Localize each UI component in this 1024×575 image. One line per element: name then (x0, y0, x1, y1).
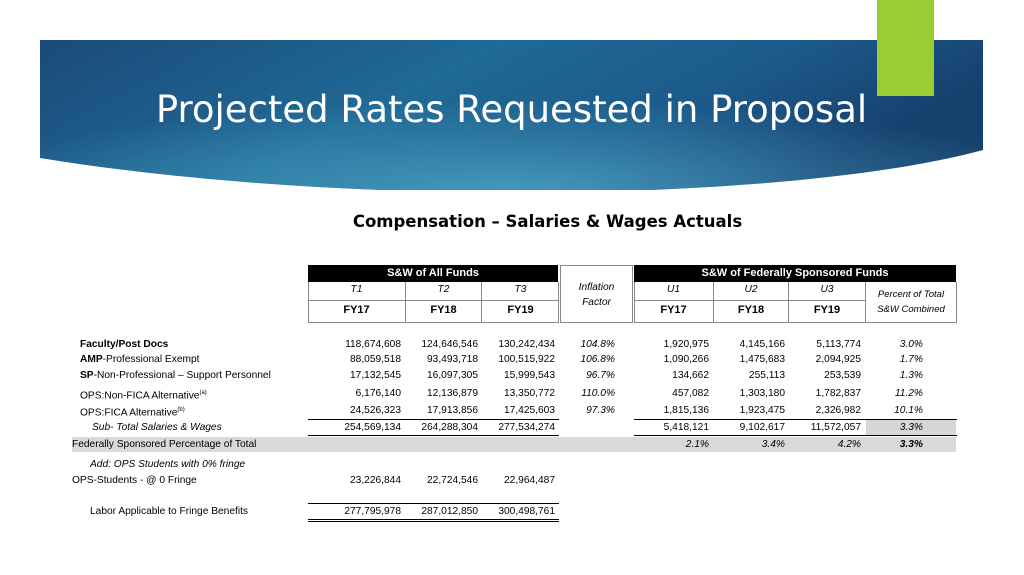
code-u2: U2 (744, 284, 758, 295)
cell-fed-fy17: 5,418,121 (663, 422, 709, 433)
cell-fed-fy18: 1,923,475 (739, 405, 785, 416)
fy-t2: FY18 (430, 304, 457, 316)
table-row (72, 386, 956, 401)
cell-fy18: 22,724,546 (427, 475, 478, 486)
federal-funds-header: S&W of Federally Sponsored Funds (634, 265, 956, 282)
labor-fringe-row (72, 504, 956, 519)
cell-fy19: 22,964,487 (504, 475, 555, 486)
cell-fed-fy18: 1,303,180 (739, 388, 785, 399)
cell-fed-fy17: 1,815,136 (663, 405, 709, 416)
cell-fy18: 12,136,879 (427, 388, 478, 399)
cell-fy17: 6,176,140 (355, 388, 401, 399)
percent-total-header-line1: Percent of Total (877, 289, 945, 300)
cell-inflation: 96.7% (586, 370, 615, 381)
cell-fed-fy19: 4.2% (837, 439, 861, 450)
cell-fed-fy18: 1,475,683 (739, 354, 785, 365)
ops-students-row (72, 473, 956, 488)
cell-fy17: 24,526,323 (350, 405, 401, 416)
fed-percentage-row (72, 437, 956, 452)
cell-fy19: 277,534,274 (498, 422, 555, 433)
cell-fy17: 118,674,608 (345, 339, 401, 350)
ops-students-label: OPS-Students - @ 0 Fringe (72, 475, 197, 486)
cell-fy18: 264,288,304 (421, 422, 478, 433)
cell-inflation: 106.8% (580, 354, 615, 365)
cell-fy19: 100,515,922 (498, 354, 555, 365)
code-t1: T1 (350, 284, 363, 295)
cell-fed-fy18: 255,113 (748, 370, 785, 381)
cell-fy17: 17,132,545 (350, 370, 401, 381)
cell-fed-fy17: 1,920,975 (663, 339, 709, 350)
cell-fed-fy18: 3.4% (761, 439, 785, 450)
cell-fed-fy18: 4,145,166 (739, 339, 785, 350)
code-t3: T3 (514, 284, 527, 295)
cell-fy18: 124,646,546 (421, 339, 478, 350)
row-label: Faculty/Post Docs (80, 339, 169, 350)
cell-fed-fy19: 253,539 (824, 370, 861, 381)
cell-fed-fy19: 2,326,982 (815, 405, 861, 416)
cell-fed-fy17: 134,662 (672, 370, 709, 381)
code-u3: U3 (820, 284, 834, 295)
fy-u1: FY17 (660, 304, 687, 316)
cell-fy19: 17,425,603 (504, 405, 555, 416)
cell-percent: 3.3% (899, 422, 923, 433)
cell-fy19: 130,242,434 (498, 339, 555, 350)
cell-inflation: 110.0% (581, 388, 615, 399)
fed-percentage-label: Federally Sponsored Percentage of Total (72, 439, 257, 450)
inflation-header-line1: Inflation (578, 282, 615, 293)
cell-percent: 10.1% (894, 405, 923, 416)
cell-percent: 1.7% (899, 354, 923, 365)
cell-fed-fy19: 1,782,837 (815, 388, 861, 399)
inflation-header-line2: Factor (582, 297, 611, 308)
slide-title: Projected Rates Requested in Proposal (155, 88, 868, 131)
cell-percent: 1.3% (899, 370, 923, 381)
cell-fy18: 16,097,305 (427, 370, 478, 381)
code-u1: U1 (666, 284, 681, 295)
cell-fy19: 15,999,543 (504, 370, 555, 381)
inflation-header-box (560, 265, 633, 323)
cell-percent: 3.3% (899, 439, 923, 450)
row-label: OPS:Non-FICA Alternative$^{(a)}$ (80, 390, 207, 402)
cell-fy17: 88,059,518 (350, 354, 401, 365)
table-row (72, 352, 956, 367)
cell-fy17: 254,569,134 (344, 422, 401, 433)
cell-fy19: 13,350,772 (504, 388, 555, 399)
subtotal-row (72, 420, 956, 435)
cell-fed-fy18: 9,102,617 (739, 422, 785, 433)
code-t2: T2 (437, 284, 450, 295)
cell-fed-fy17: 2.1% (685, 439, 709, 450)
labor-fringe-label: Labor Applicable to Fringe Benefits (90, 506, 249, 517)
fy-u2: FY18 (737, 304, 765, 316)
fy-t3: FY19 (507, 304, 534, 316)
row-label: OPS:FICA Alternative$^{(b)}$ (80, 407, 185, 419)
percent-total-header-line2: S&W Combined (877, 304, 945, 315)
cell-percent: 11.2% (894, 388, 923, 399)
subtotal-label: Sub- Total Salaries & Wages (92, 422, 222, 433)
add-ops-students-row (72, 457, 472, 472)
cell-fed-fy19: 11,572,057 (810, 422, 861, 433)
slide-subtitle: Compensation – Salaries & Wages Actuals (352, 212, 743, 231)
cell-fy19: 300,498,761 (498, 506, 555, 517)
row-label: SP-Non-Professional – Support Personnel (80, 370, 271, 381)
table-row (72, 403, 956, 418)
cell-inflation: 104.8% (580, 339, 615, 350)
cell-fy17: 23,226,844 (350, 475, 401, 486)
cell-fed-fy19: 2,094,925 (815, 354, 861, 365)
row-label: AMP-Professional Exempt (80, 354, 200, 365)
cell-fy18: 17,913,856 (427, 405, 478, 416)
cell-fy18: 287,012,850 (421, 506, 478, 517)
cell-fy17: 277,795,978 (344, 506, 401, 517)
cell-fed-fy19: 5,113,774 (816, 339, 861, 350)
table-row (72, 368, 956, 383)
fy-u3: FY19 (813, 304, 841, 316)
fy-t1: FY17 (343, 304, 370, 316)
cell-fed-fy17: 457,082 (672, 388, 709, 399)
cell-fed-fy17: 1,090,266 (663, 354, 709, 365)
add-ops-students-label: Add: OPS Students with 0% fringe (90, 459, 246, 470)
cell-percent: 3.0% (899, 339, 923, 350)
all-funds-header: S&W of All Funds (308, 265, 558, 282)
table-row (72, 337, 956, 352)
accent-tab (877, 0, 934, 96)
cell-fy18: 93,493,718 (427, 354, 478, 365)
cell-inflation: 97.3% (586, 405, 615, 416)
